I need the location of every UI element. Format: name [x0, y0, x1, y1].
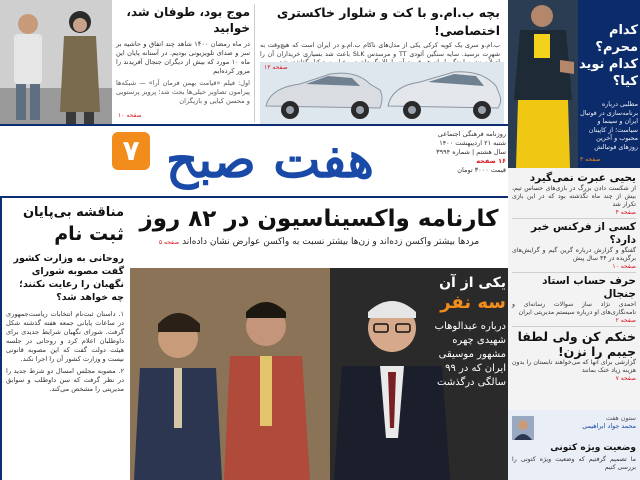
right-item-page-ref[interactable]: صفحه ۴ — [615, 209, 636, 216]
main-headline[interactable]: کارنامه واکسیناسیون در ۸۲ روز — [139, 206, 499, 232]
right-item-title[interactable]: یحیی عبرت نمی‌گیرد — [529, 172, 636, 184]
main-subhead-text: مردها بیشتر واکسن زده‌اند و زن‌ها بیشتر نسبت به واکسن عوارض نشان داده‌اند — [182, 237, 480, 247]
feature-photo — [130, 268, 508, 480]
right-item-title[interactable]: کسی از فرکنس خبر دارد؟ — [530, 221, 636, 246]
right-bottom-column[interactable] — [508, 410, 640, 480]
right-item-page-ref[interactable]: صفحه ۷ — [615, 375, 636, 382]
right-item-body: از شکست دادن بزرگ در بازی‌های حساس تیم، بیش از چند ماه نگذشته بود که در این بازی تکرار شد — [512, 185, 636, 208]
top-left-photo — [0, 0, 112, 124]
masthead-price: قیمت ۳۰۰۰ تومان — [457, 166, 506, 174]
right-item-title[interactable]: حرف حساب استاد جنجال — [542, 275, 636, 300]
left-column-story[interactable] — [0, 198, 130, 480]
cars-photo — [260, 62, 504, 126]
masthead-issue: سال هشتم | شماره ۳۹۹۴ — [436, 148, 506, 156]
right-top-story[interactable] — [508, 0, 640, 168]
masthead-pages: ۱۶ صفحه — [476, 157, 506, 165]
left-kicker[interactable]: مناقشه بی‌پایان — [22, 205, 124, 220]
masthead-meta — [402, 130, 506, 192]
two-people-illustration — [0, 0, 112, 124]
top-middle-headline[interactable]: بچه ب.ام.و با کت و شلوار خاکستری اختصاصی! — [276, 5, 500, 38]
top-left-page-ref[interactable]: صفحه ۱۰ — [118, 112, 142, 119]
left-body2: ۲. مصوبه مجلس امسال دو شرط جدید را در نظر گرفت که سن داوطلب و سوابق مدیریتی را مشخص می‌کند. — [6, 367, 124, 393]
top-middle-body: ب.ام.و سری یک کوپه کرکی یکی از مدل‌های ناکام ب.ام.و در ایران است که هیچ‌وقت به شهرت نرسید. سایه سنگین آئودی TT و مرسدس SLK باعث شد بسیاری خریداران آن را — [260, 42, 500, 58]
main-headline-area[interactable] — [130, 200, 508, 266]
right-item-page-ref[interactable]: صفحه ۲ — [615, 317, 636, 324]
right-top-page-ref[interactable]: صفحه ۳ — [580, 156, 601, 163]
right-top-headline[interactable]: کدام محرم؟ کدام نوید کیا؟ — [578, 23, 638, 89]
right-item-body: احمدی نژاد ساز سوالات رسانه‌ای و نامه‌نگاری‌های او درباره سیستم مدیریتی ایران — [512, 301, 636, 316]
right-item-body: گفتگو و گزارش درباره گرین گیم و گرایش‌های برگزیده در ۴۴ سال پیش — [512, 247, 636, 262]
right-item-page-ref[interactable]: صفحه ۱۰ — [612, 263, 636, 270]
right-item-title[interactable]: خنکم کن ولی لطفا جیبم را نزن! — [517, 329, 636, 359]
right-list-item[interactable] — [508, 221, 640, 270]
right-bottom-kicker: ستون هفت — [605, 414, 636, 422]
right-bottom-text — [536, 414, 636, 430]
divider — [512, 326, 636, 327]
right-bottom-headline[interactable]: وضعیت ویژه کتونی — [550, 443, 636, 453]
top-left-body: در ماه رمضان ۱۴۰۰ شاهد چند اتفاق و حاشیه بر سر و صدای تلویزیونی بودیم. در آستانه پایان این ماه ۱۰ مورد که بیش از دیگران جنجال آفریدند را مرور کرده‌ایم — [116, 40, 250, 75]
author-avatar — [512, 416, 534, 440]
top-left-body2: اول: فیلم «قیامت بهمن فرمان آرا» — شبکه‌ها پیرامون تصاویر خیلی‌ها بحث شد؛ پرویز پرستویی و محسن کیایی و بازیگران — [116, 79, 250, 105]
logo-text: هفت صبح — [166, 130, 374, 189]
right-item-body: گزارشی برای آنها که می‌خواهند تابستان را بدون هزینه زیاد خنک بمانند — [512, 359, 636, 374]
feature-kicker[interactable]: یکی از آن — [439, 275, 506, 291]
top-left-story[interactable] — [114, 0, 254, 124]
right-bottom-author: محمد جواد ابراهیمی — [582, 422, 636, 430]
car-illustration — [260, 62, 504, 126]
top-middle-page-ref[interactable]: صفحه ۱۳ — [264, 64, 288, 71]
divider — [254, 4, 255, 122]
feature-headline[interactable]: سه نفر — [440, 292, 506, 313]
main-page-ref[interactable]: صفحه ۵ — [158, 239, 180, 246]
player-photo — [508, 0, 578, 168]
right-bottom-body: ما تصمیم گرفتیم که وضعیت ویژه کتونی را بررسی کنیم — [512, 456, 636, 471]
right-list-item[interactable] — [508, 329, 640, 382]
right-list-item[interactable] — [508, 168, 640, 216]
left-question: روحانی به وزارت کشور گفت مصوبه شورای نگهبان را رعایت نکنند؛ چه خواهد شد؟ — [13, 253, 124, 303]
main-subhead — [130, 236, 508, 249]
feature-text[interactable] — [428, 274, 506, 390]
top-left-headline[interactable]: موج بود، طوفان شد، خوابید — [126, 5, 250, 35]
masthead-logo[interactable] — [140, 124, 400, 198]
left-headline[interactable]: ثبت نام — [54, 223, 124, 245]
left-body: ۱. داستان ثبت‌نام انتخابات ریاست‌جمهوری در ساعات پایانی جمعه هفته گذشته شکل گرفت. شورای نگهبان شرایط جدیدی برای داوطلبان اعلام کرد و روحانی در جلسه هیئت دولت گفت که این مصوبه قانونی نیست و وزارت کشور آن را اجرا نکند. — [6, 310, 124, 363]
divider — [512, 272, 636, 273]
masthead-tagline: روزنامه فرهنگی اجتماعی — [437, 130, 506, 138]
right-top-body: مطلبی درباره برنامه‌سازی در فوتبال ایران و سینما و سیاست؛ از کاپیتان محبوب و آخرین روزهای فوتبالش — [580, 100, 638, 151]
right-list-item[interactable] — [508, 275, 640, 324]
feature-body: درباره عبدالوهاب شهیدی چهره مشهور موسیقی ایران که در ۹۹ سالگی درگذشت — [434, 321, 506, 388]
top-middle-story[interactable] — [258, 0, 504, 62]
masthead-date: شنبه ۲۱ اردیبهشت ۱۴۰۰ — [439, 139, 506, 147]
logo-number-badge: ۷ — [112, 132, 150, 170]
divider — [512, 218, 636, 219]
